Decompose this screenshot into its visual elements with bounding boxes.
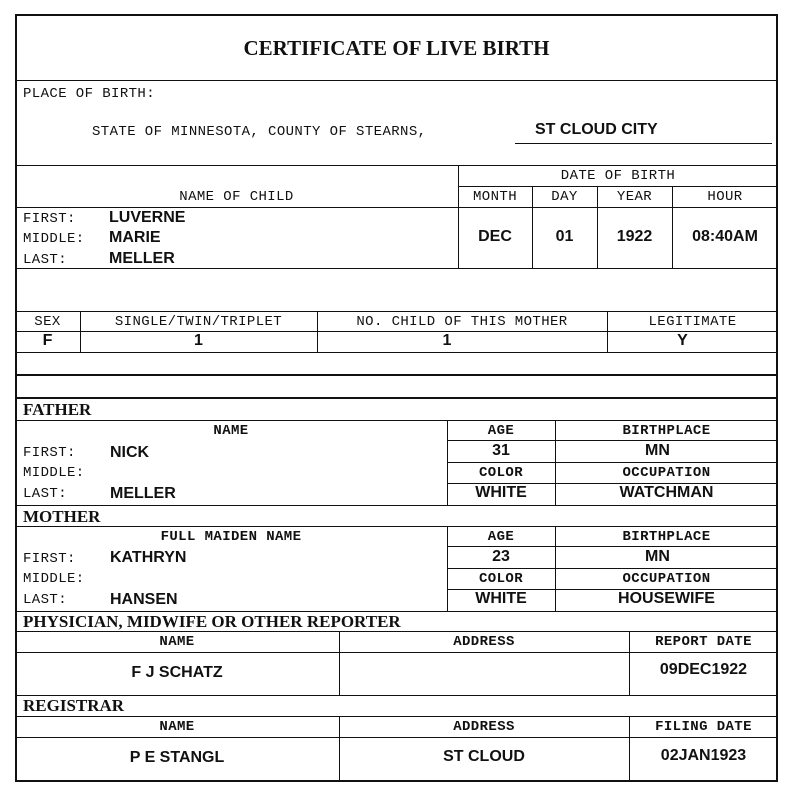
mother-birthplace-header: BIRTHPLACE — [622, 529, 711, 545]
birth-hour: 08:40AM — [692, 228, 758, 245]
divider — [15, 165, 778, 166]
hour-header: HOUR — [707, 189, 743, 205]
father-middle-label: MIDDLE: — [23, 465, 85, 481]
child-first-label: FIRST: — [23, 211, 76, 227]
child-number-header: NO. CHILD OF THIS MOTHER — [356, 314, 568, 330]
sex-header: SEX — [34, 314, 61, 330]
mother-color: WHITE — [475, 590, 527, 607]
physician-address-header: ADDRESS — [453, 634, 515, 650]
divider — [447, 546, 778, 547]
filing-date-header: FILING DATE — [655, 719, 752, 735]
divider — [15, 505, 778, 506]
father-name-header: NAME — [213, 423, 249, 439]
report-date: 09DEC1922 — [659, 661, 748, 678]
divider — [15, 526, 778, 527]
physician-name: F J SCHATZ — [131, 664, 223, 681]
mother-middle-label: MIDDLE: — [23, 571, 85, 587]
place-city: ST CLOUD CITY — [535, 121, 658, 138]
filing-date: 02JAN1923 — [660, 747, 747, 764]
child-last-name: MELLER — [109, 250, 175, 267]
divider — [447, 440, 778, 441]
father-last-name: MELLER — [110, 485, 176, 502]
mother-last-name: HANSEN — [110, 591, 178, 608]
divider — [15, 268, 778, 269]
father-age: 31 — [492, 442, 510, 459]
mother-last-label: LAST: — [23, 592, 68, 608]
divider — [458, 186, 778, 187]
father-age-header: AGE — [487, 423, 515, 439]
mother-section-label: MOTHER — [23, 507, 101, 526]
mother-occupation-header: OCCUPATION — [622, 571, 711, 587]
mother-age: 23 — [492, 548, 510, 565]
birth-month: DEC — [478, 228, 512, 245]
state-county-text: STATE OF MINNESOTA, COUNTY OF STEARNS, — [92, 124, 427, 140]
father-occupation: WATCHMAN — [619, 484, 714, 501]
divider — [15, 352, 778, 353]
mother-first-label: FIRST: — [23, 551, 76, 567]
year-header: YEAR — [616, 189, 653, 205]
name-of-child-header: NAME OF CHILD — [179, 189, 294, 205]
legitimate-value: Y — [677, 332, 688, 349]
birth-day: 01 — [555, 228, 574, 245]
father-last-label: LAST: — [23, 486, 68, 502]
legitimate-header: LEGITIMATE — [648, 314, 737, 330]
day-header: DAY — [551, 189, 578, 205]
registrar-name: P E STANGL — [129, 749, 225, 766]
divider — [15, 631, 778, 632]
divider — [15, 737, 778, 738]
registrar-name-header: NAME — [159, 719, 195, 735]
child-middle-name: MARIE — [109, 229, 161, 246]
divider — [15, 420, 778, 421]
mother-age-header: AGE — [487, 529, 515, 545]
divider — [15, 207, 778, 208]
sex-value: F — [42, 332, 53, 349]
divider — [15, 652, 778, 653]
plurality-header: SINGLE/TWIN/TRIPLET — [114, 314, 283, 330]
registrar-section-label: REGISTRAR — [23, 696, 125, 715]
child-middle-label: MIDDLE: — [23, 231, 85, 247]
mother-occupation: HOUSEWIFE — [618, 590, 715, 607]
father-birthplace: MN — [645, 442, 670, 459]
father-first-label: FIRST: — [23, 445, 76, 461]
section-divider — [15, 374, 778, 376]
father-first-name: NICK — [110, 444, 150, 461]
certificate-title: CERTIFICATE OF LIVE BIRTH — [243, 36, 550, 60]
father-occupation-header: OCCUPATION — [622, 465, 711, 481]
mother-name-header: FULL MAIDEN NAME — [160, 529, 302, 545]
physician-section-label: PHYSICIAN, MIDWIFE OR OTHER REPORTER — [23, 612, 401, 631]
child-first-name: LUVERNE — [109, 209, 186, 226]
divider — [15, 716, 778, 717]
divider — [447, 462, 778, 463]
divider — [15, 331, 778, 332]
mother-first-name: KATHRYN — [110, 549, 187, 566]
father-birthplace-header: BIRTHPLACE — [622, 423, 711, 439]
divider — [15, 311, 778, 312]
divider — [15, 695, 778, 696]
birth-year: 1922 — [616, 228, 653, 245]
father-color-header: COLOR — [478, 465, 523, 481]
plurality-value: 1 — [194, 332, 203, 349]
child-last-label: LAST: — [23, 252, 68, 268]
divider — [15, 80, 778, 81]
section-divider — [15, 397, 778, 399]
father-section-label: FATHER — [23, 400, 92, 419]
month-header: MONTH — [472, 189, 517, 205]
mother-color-header: COLOR — [478, 571, 523, 587]
registrar-address: ST CLOUD — [443, 748, 525, 765]
child-number-value: 1 — [442, 332, 452, 349]
report-date-header: REPORT DATE — [655, 634, 752, 650]
registrar-address-header: ADDRESS — [453, 719, 515, 735]
physician-name-header: NAME — [159, 634, 195, 650]
father-color: WHITE — [475, 484, 527, 501]
city-underline — [515, 143, 772, 144]
divider — [447, 568, 778, 569]
mother-birthplace: MN — [645, 548, 670, 565]
place-of-birth-label: PLACE OF BIRTH: — [23, 86, 156, 102]
date-of-birth-header: DATE OF BIRTH — [560, 168, 676, 184]
